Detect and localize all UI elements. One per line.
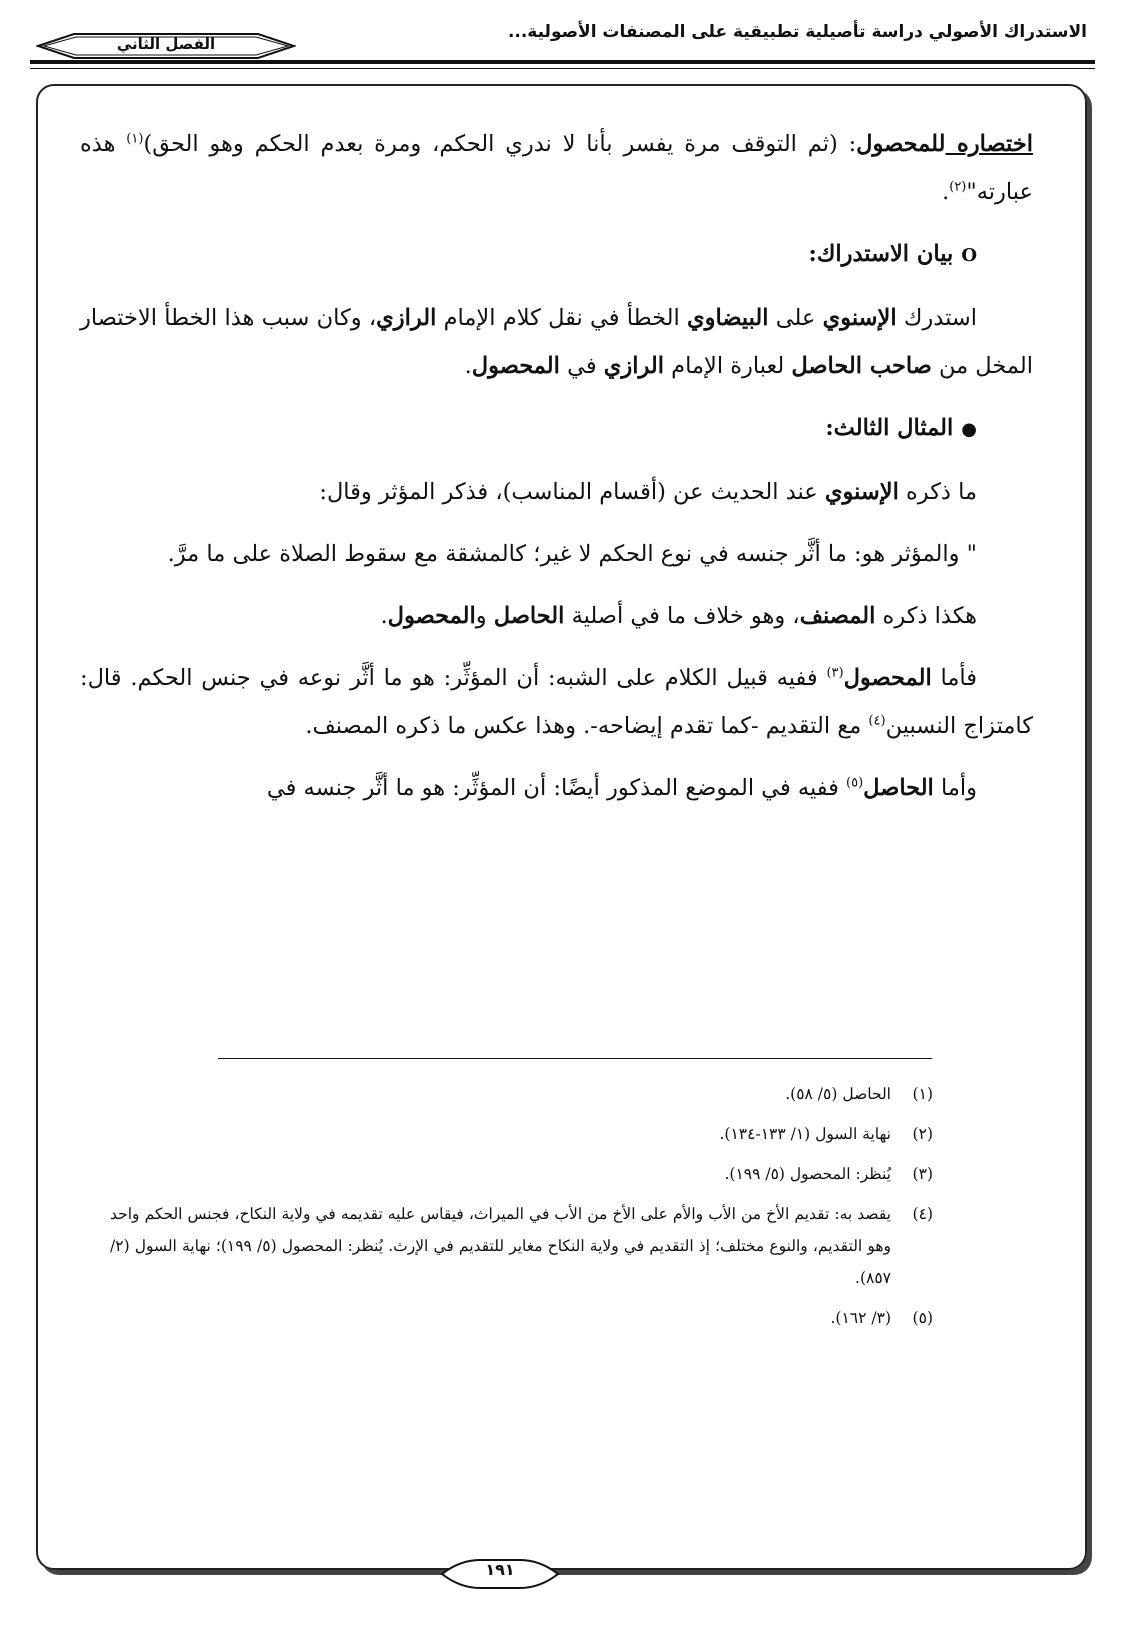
footnote-ref-3[interactable]: (٣) <box>826 665 844 681</box>
p2-b5: الرازي <box>603 353 664 379</box>
section-heading-1-text: بيان الاستدراك: <box>808 241 954 267</box>
dot-bullet-icon: ● <box>961 419 977 440</box>
footnote-1 <box>110 1078 933 1110</box>
p2-t1: استدرك <box>896 305 977 331</box>
p1-bold: للمحصول <box>856 131 946 157</box>
footnote-text: يُنظر: المحصول (٥/ ١٩٩). <box>724 1165 891 1183</box>
page-number: ١٩١ <box>485 1560 515 1579</box>
paragraph-5 <box>80 592 1033 640</box>
p5-t1: هكذا ذكره <box>875 603 977 629</box>
footnote-2 <box>110 1118 933 1150</box>
p2-t4: ، وكان سبب هذا الخطأ الاختصار المخل من <box>80 305 1033 379</box>
p6-t2: ففيه قبيل الكلام على الشبه: أن المؤثِّر: هو ما أثَّر نوعه في جنس الحكم. قال: كامتزاج النسبين <box>80 665 1033 739</box>
footnote-text: الحاصل (٥/ ٥٨). <box>785 1085 891 1103</box>
paragraph-4: " والمؤثر هو: ما أثَّر جنسه في نوع الحكم لا غير؛ كالمشقة مع سقوط الصلاة على ما مرَّ. <box>167 541 977 567</box>
p6-b1: المحصول <box>843 665 932 691</box>
footnote-4 <box>110 1198 933 1294</box>
header-rule-thin <box>30 68 1095 69</box>
p7-t1: وأما <box>933 775 977 801</box>
p2-t7: . <box>464 353 472 379</box>
section-heading-2 <box>80 404 1033 454</box>
p1-end: . <box>942 179 950 205</box>
book-title: الاستدراك الأصولي دراسة تأصيلية تطبيقية على المصنفات الأصولية... <box>507 22 1087 42</box>
circle-bullet-icon: O <box>961 245 977 266</box>
p5-b3: المحصول <box>387 603 476 629</box>
p1-text: : (ثم التوقف مرة يفسر بأنا لا ندري الحكم، ومرة بعدم الحكم وهو الحق) <box>143 131 857 157</box>
p2-b4: صاحب الحاصل <box>791 353 932 379</box>
footnote-separator <box>218 1058 932 1059</box>
footnote-text: نهاية السول (١/ ١٣٣-١٣٤). <box>719 1125 891 1143</box>
p3-t2: عند الحديث عن (أقسام المناسب)، فذكر المؤثر وقال: <box>319 479 825 505</box>
section-heading-2-text: المثال الثالث: <box>825 415 954 441</box>
paragraph-6 <box>80 654 1033 750</box>
footnote-number: (٤) <box>912 1205 933 1223</box>
p3-t1: ما ذكره <box>898 479 977 505</box>
footnote-text: يقصد به: تقديم الأخ من الأب والأم على الأخ من الأب في الميراث، فيقاس عليه تقديمه في ولاية النكاح، فجنس الحكم واحد وهو التقديم، والنوع مختلف؛ إذ التقديم في ولاية النكاح مغاير للتقديم في الإرث. يُنظر: المحصول (٥/ ١٩٩)؛ نهاية السول (٢/ ٨٥٧). <box>110 1205 892 1287</box>
p2-b3: الرازي <box>376 305 437 331</box>
section-heading-1 <box>80 230 1033 280</box>
p1-pre: اختصاره <box>945 131 1033 157</box>
footnote-number: (١) <box>912 1085 933 1103</box>
p3-b1: الإسنوي <box>824 479 899 505</box>
paragraph-7 <box>80 764 1033 812</box>
p2-t2: على <box>768 305 823 331</box>
footnote-3 <box>110 1158 933 1190</box>
footnotes <box>110 1078 933 1342</box>
paragraph-3 <box>80 468 1033 516</box>
footnote-number: (٥) <box>912 1309 933 1327</box>
p1-text2: هذه عبارته" <box>80 131 1033 205</box>
footnote-ref-2[interactable]: (٢) <box>949 179 967 195</box>
paragraph-2 <box>80 294 1033 390</box>
p2-t3: الخطأ في نقل كلام الإمام <box>436 305 687 331</box>
footnote-text: (٣/ ١٦٢). <box>830 1309 891 1327</box>
header-rule-thick <box>30 60 1095 64</box>
p5-b2: الحاصل <box>493 603 565 629</box>
p2-b2: البيضاوي <box>686 305 769 331</box>
p2-b6: المحصول <box>471 353 560 379</box>
footnote-number: (٢) <box>912 1125 933 1143</box>
page-number-badge <box>440 1556 560 1592</box>
p5-t4: . <box>380 603 388 629</box>
p5-b1: المصنف <box>799 603 876 629</box>
p6-t1: فأما <box>931 665 978 691</box>
chapter-tab <box>36 30 296 62</box>
p2-b1: الإسنوي <box>822 305 897 331</box>
footnote-number: (٣) <box>912 1165 933 1183</box>
p6-t3: مع التقديم -كما تقدم إيضاحه-. وهذا عكس ما ذكره المصنف. <box>305 713 869 739</box>
footnote-ref-4[interactable]: (٤) <box>868 713 886 729</box>
p5-t3: و <box>475 603 494 629</box>
footnote-5 <box>110 1302 933 1334</box>
p7-t2: ففيه في الموضع المذكور أيضًا: أن المؤثِّر: هو ما أثَّر جنسه في <box>266 775 847 801</box>
paragraph-1 <box>80 120 1033 216</box>
footnote-ref-5[interactable]: (٥) <box>846 775 864 791</box>
footnote-ref-1[interactable]: (١) <box>126 131 144 147</box>
p5-t2: ، وهو خلاف ما في أصلية <box>564 603 800 629</box>
p7-b1: الحاصل <box>863 775 934 801</box>
main-text <box>80 120 1033 826</box>
chapter-label: الفصل الثاني <box>116 35 216 53</box>
p2-t6: في <box>559 353 604 379</box>
p2-t5: لعبارة الإمام <box>664 353 792 379</box>
